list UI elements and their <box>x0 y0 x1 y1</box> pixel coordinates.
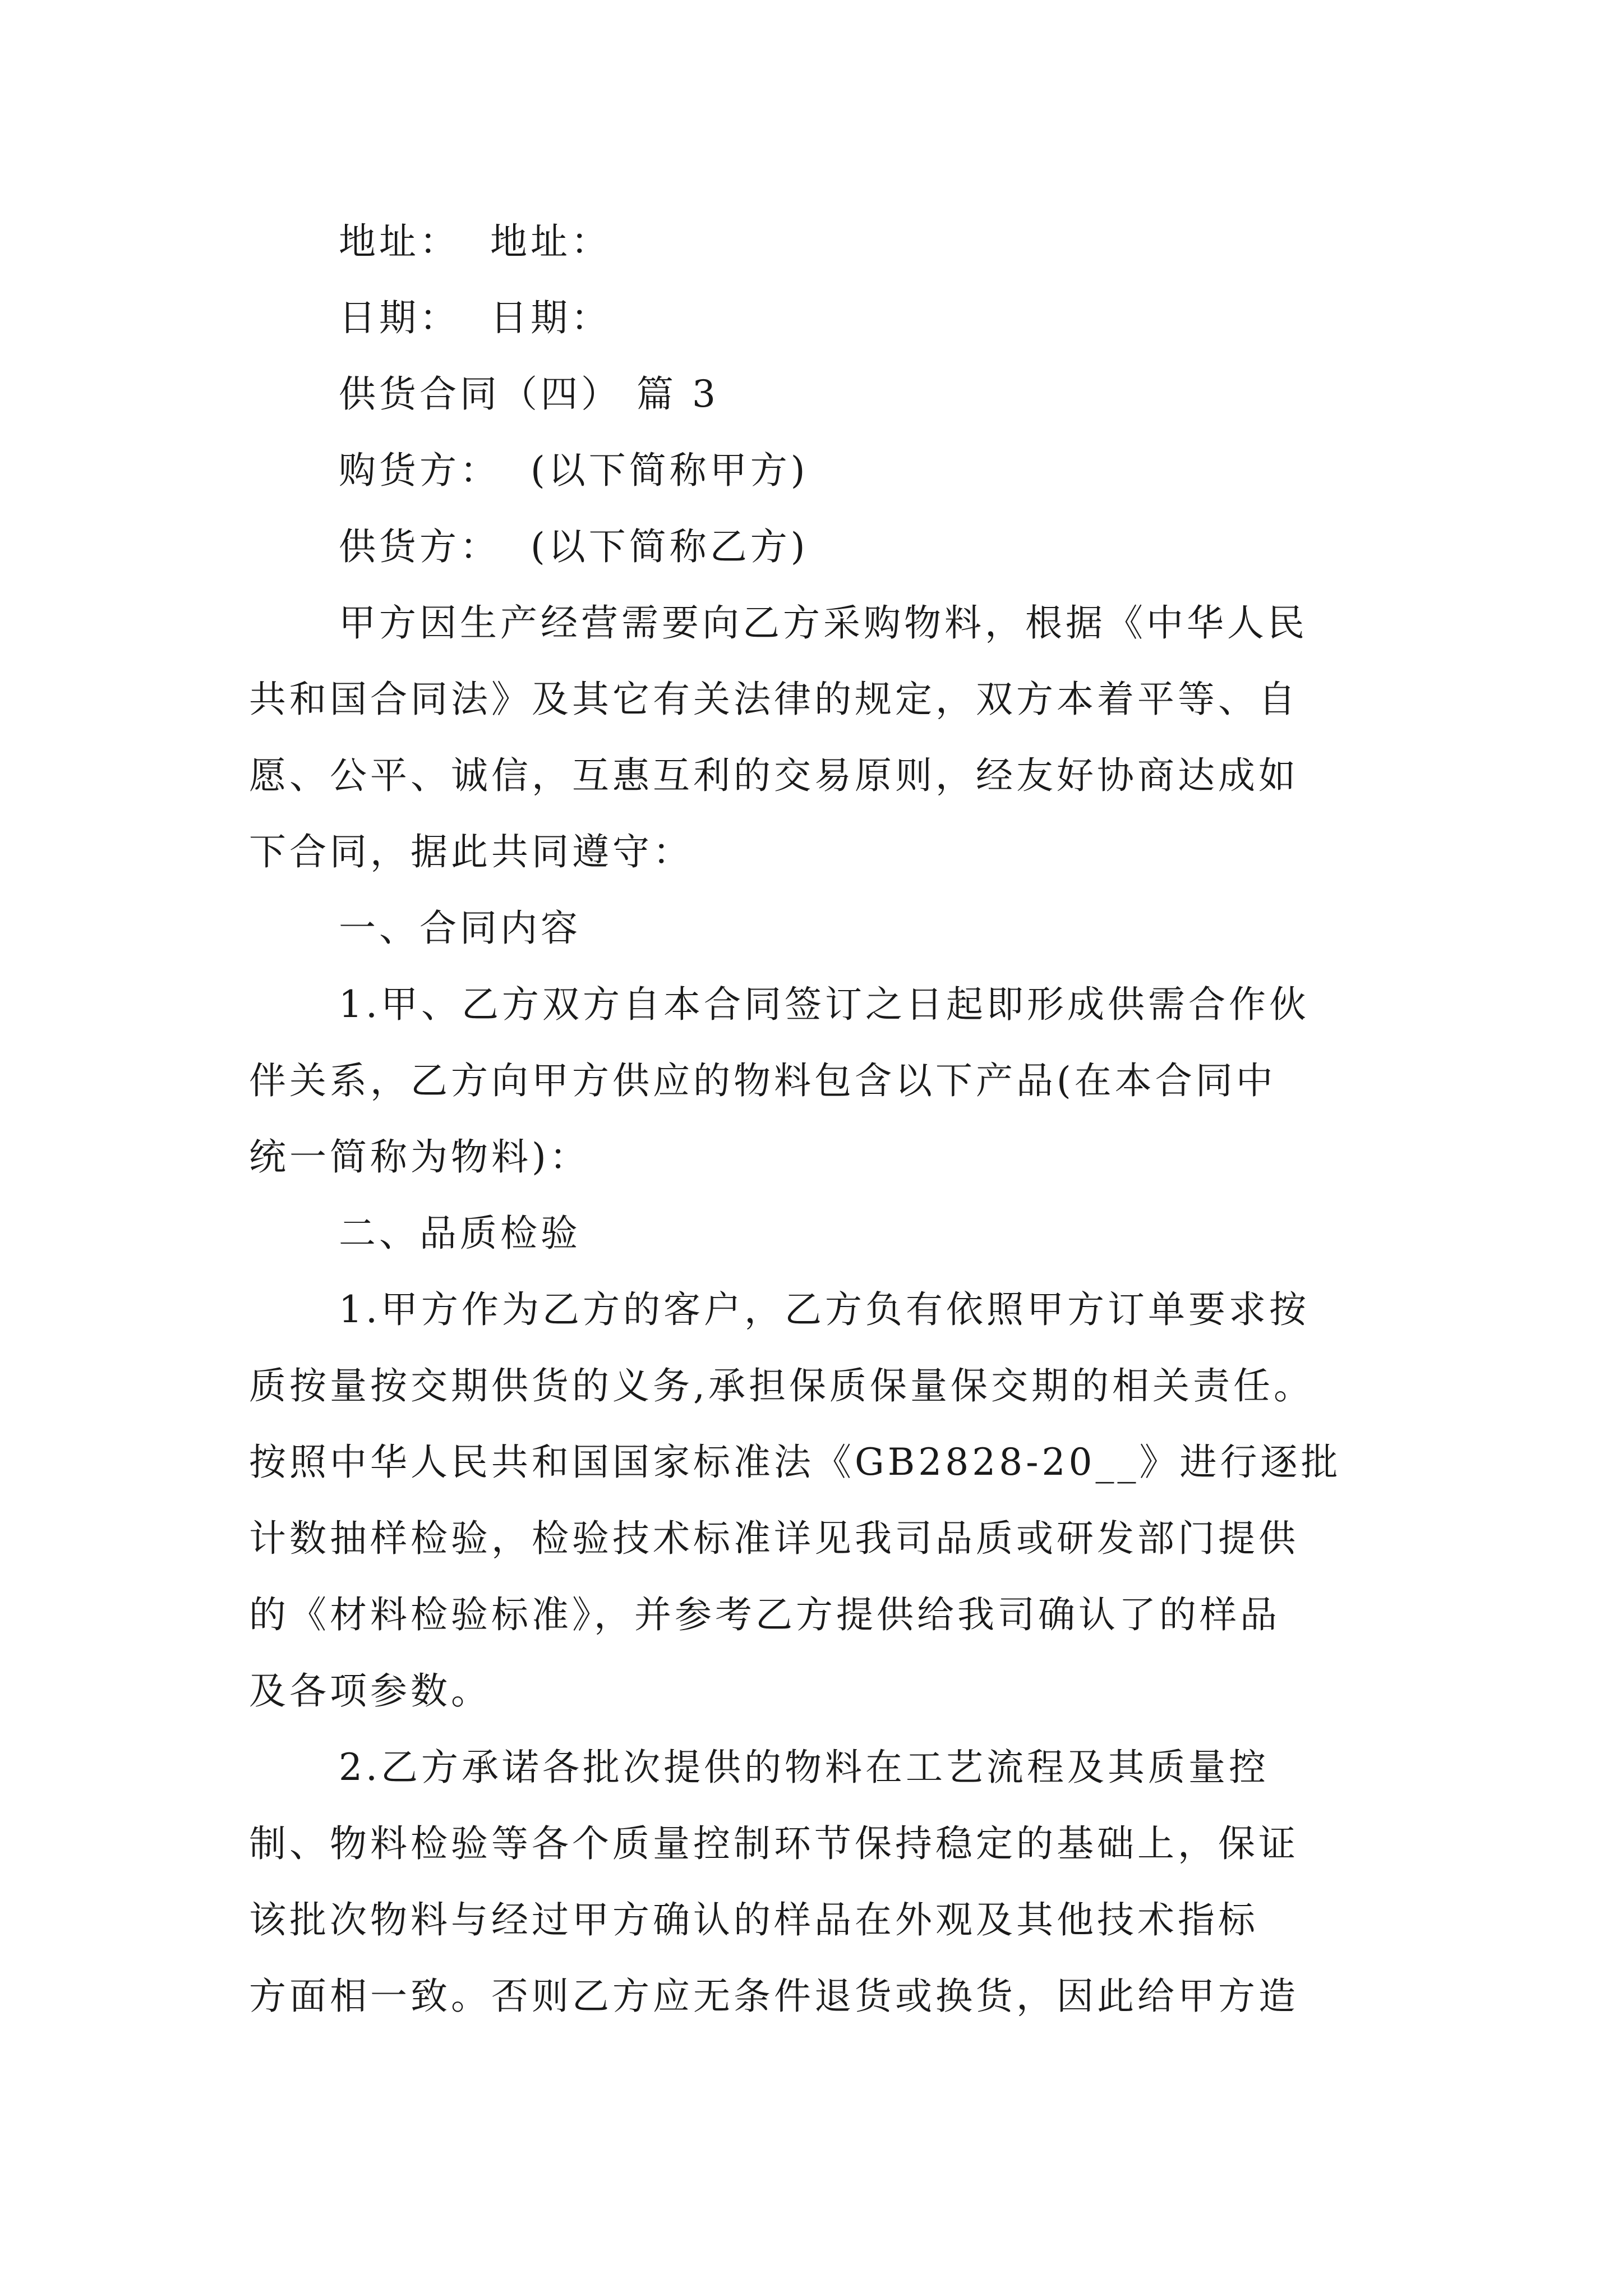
date-line: 日期： 日期： <box>339 296 611 339</box>
paragraph-line: 该批次物料与经过甲方确认的样品在外观及其他技术指标 <box>249 1898 1258 1941</box>
paragraph-line: 伴关系，乙方向甲方供应的物料包含以下产品(在本合同中 <box>249 1059 1276 1102</box>
paragraph-line: 制、物料检验等各个质量控制环节保持稳定的基础上，保证 <box>249 1822 1299 1865</box>
paragraph-line: 1.甲、乙方双方自本合同签订之日起即形成供需合作伙 <box>339 983 1310 1026</box>
paragraph-line: 统一简称为物料)： <box>249 1135 590 1179</box>
paragraph-line: 及各项参数。 <box>249 1669 491 1713</box>
paragraph-line: 甲方因生产经营需要向乙方采购物料，根据《中华人民 <box>339 601 1308 645</box>
paragraph-line: 1.甲方作为乙方的客户，乙方负有依照甲方订单要求按 <box>339 1288 1310 1331</box>
paragraph-line: 计数抽样检验，检验技术标准详见我司品质或研发部门提供 <box>249 1517 1299 1560</box>
paragraph-line: 按照中华人民共和国国家标准法《GB2828-20__》进行逐批 <box>249 1441 1341 1484</box>
supplier-line: 供货方： (以下简称乙方) <box>339 525 809 568</box>
paragraph-line: 愿、公平、诚信，互惠互利的交易原则，经友好协商达成如 <box>249 754 1299 797</box>
paragraph-line: 共和国合同法》及其它有关法律的规定，双方本着平等、自 <box>249 678 1299 721</box>
paragraph-line: 的《材料检验标准》，并参考乙方提供给我司确认了的样品 <box>249 1593 1280 1636</box>
buyer-line: 购货方： (以下简称甲方) <box>339 449 809 492</box>
paragraph-line: 质按量按交期供货的义务,承担保质保量保交期的相关责任。 <box>249 1364 1314 1407</box>
paragraph-line: 2.乙方承诺各批次提供的物料在工艺流程及其质量控 <box>339 1746 1269 1789</box>
section-heading: 供货合同（四） 篇 3 <box>339 372 719 416</box>
clause-heading: 一、合同内容 <box>339 907 581 950</box>
paragraph-line: 方面相一致。否则乙方应无条件退货或换货，因此给甲方造 <box>249 1975 1299 2018</box>
address-line: 地址： 地址： <box>339 220 611 263</box>
paragraph-line: 下合同，据此共同遵守： <box>249 830 693 873</box>
clause-heading: 二、品质检验 <box>339 1212 581 1255</box>
